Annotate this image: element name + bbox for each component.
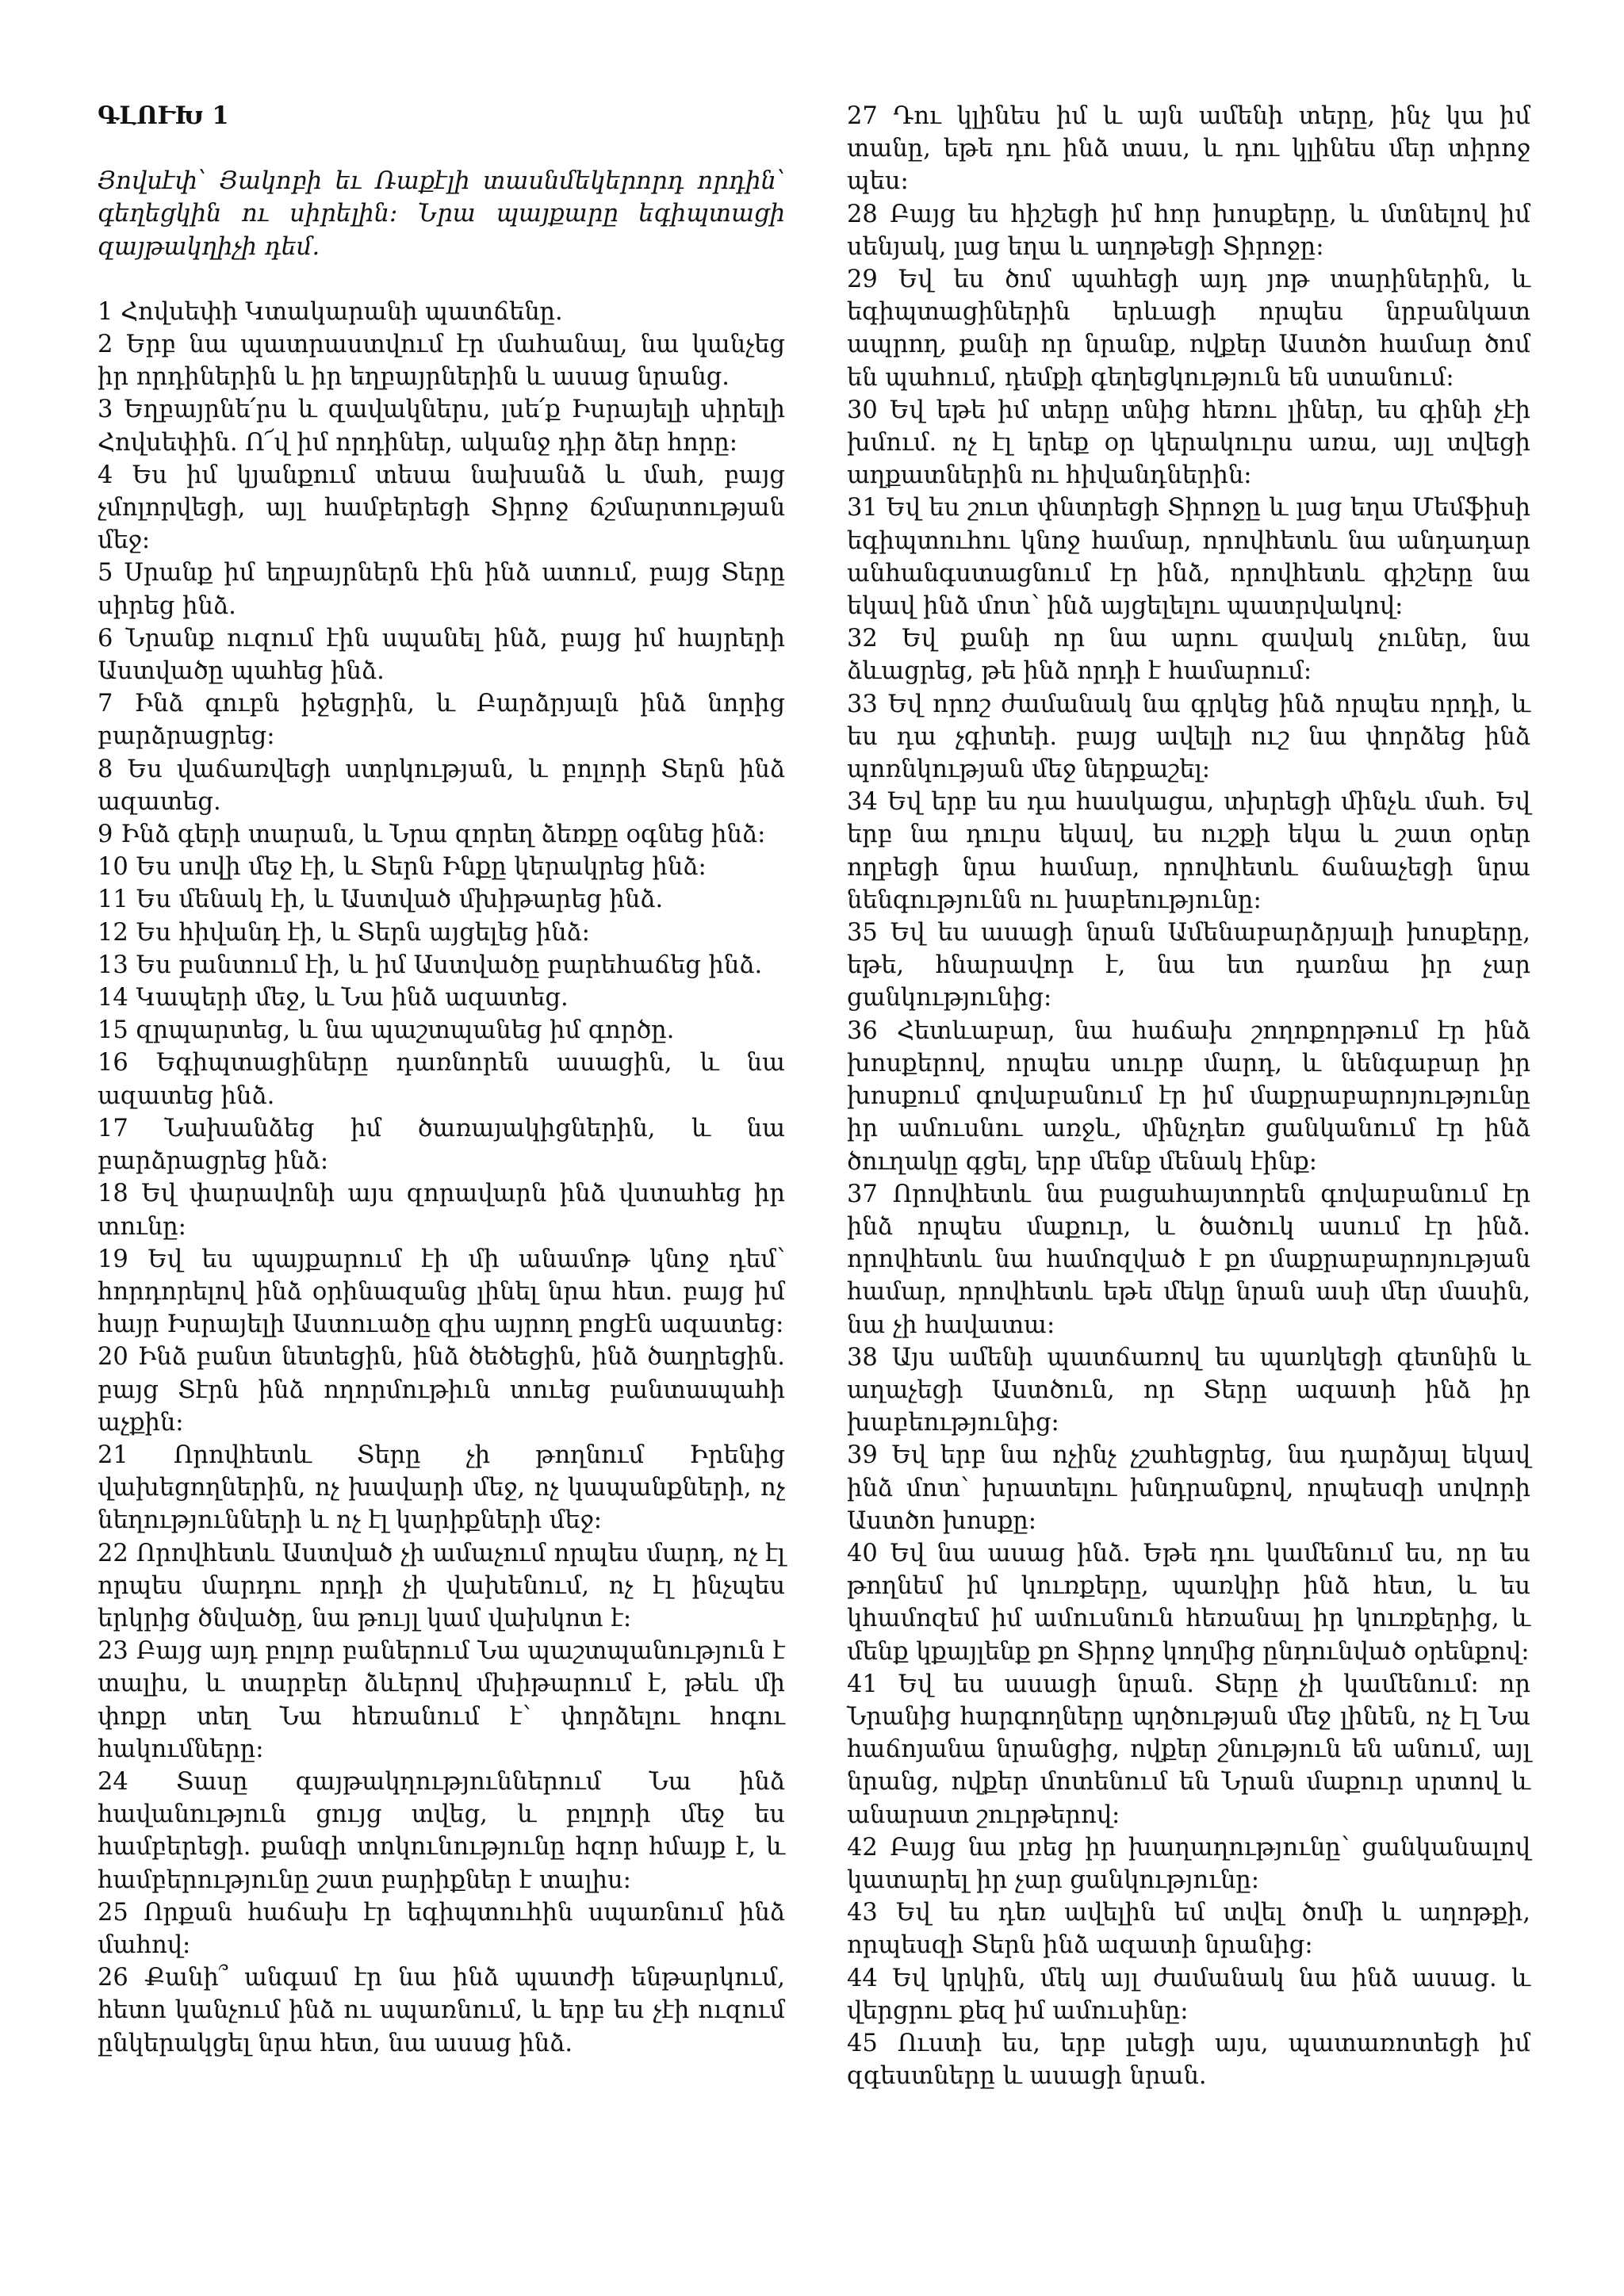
verse: 1 Հովսեփի Կտակարանի պատճենը.: [98, 297, 563, 326]
verse: 11 Ես մենակ էի, և Աստված մխիթարեց ինձ.: [98, 886, 664, 914]
left-verse-list: [98, 296, 785, 2060]
verse: 6 Նրանք ուզում էին սպանել ինձ, բայց իմ հայրերի Աստվածը պահեց ինձ.: [98, 624, 785, 686]
verse: 16 Եգիպտացիները դառնորեն ասացին, և նա ազատեց ինձ.: [98, 1049, 785, 1110]
verse: 30 Եվ եթե իմ տերը տնից հեռու լիներ, ես գինի չէի խմում. ոչ էլ երեք օր կերակուրս առա, այլ տվեցի աղքատներին ու հիվանդներին:: [847, 396, 1530, 490]
verse: 9 Ինձ գերի տարան, և Նրա զորեղ ձեռքը օգնեց ինձ:: [98, 821, 766, 849]
verse: 5 Սրանք իմ եղբայրներն էին ինձ ատում, բայց Տերը սիրեց ինձ.: [98, 559, 785, 620]
verse: 23 Բայց այդ բոլոր բաներում Նա պաշտպանություն է տալիս, և տարբեր ձևերով մխիթարում է, թեև մի փոքր տեղ Նա հեռանում է՝ փորձելու հոգու հակումները:: [98, 1637, 785, 1763]
left-column: [98, 100, 785, 2060]
verse: 7 Ինձ գուբն իջեցրին, և Բարձրյալն ինձ նորից բարձրացրեց:: [98, 690, 785, 751]
verse: 13 Ես բանտում էի, և իմ Աստվածը բարեհաճեց ինձ.: [98, 951, 763, 979]
verse: 36 Հետևաբար, նա հաճախ շողոքորթում էր ինձ խոսքերով, որպես սուրբ մարդ, և նենգաբար իր խոսքում գովաբանում էր իմ մաքրաբարոյությունը իր ամուսնու առջև, մինչդեռ ցանկանում էր ինձ ծուղակը գցել, երբ մենք մենակ էինք:: [847, 1016, 1530, 1176]
verse: 4 Ես իմ կյանքում տեսա նախանձ և մահ, բայց չմոլորվեցի, այլ համբերեցի Տիրոջ ճշմարտության մեջ:: [98, 461, 785, 555]
verse: 41 Եվ ես ասացի նրան. Տերը չի կամենում: որ Նրանից հարգողները պղծության մեջ լինեն, ոչ էլ Նա հաճոյանա նրանցից, ովքեր շնություն են անում, այլ նրանց, ովքեր մոտենում են Նրան մաքուր սրտով և անարատ շուրթերով:: [847, 1670, 1530, 1829]
verse: 2 Երբ նա պատրաստվում էր մահանալ, նա կանչեց իր որդիներին և իր եղբայրներին և ասաց նրանց.: [98, 331, 785, 392]
verse: 42 Բայց նա լռեց իր խաղաղությունը՝ ցանկանալով կատարել իր չար ցանկությունը:: [847, 1833, 1530, 1894]
verse: 8 Ես վաճառվեցի ստրկության, և բոլորի Տերն ինձ ազատեց.: [98, 755, 785, 816]
verse: 45 Ուստի ես, երբ լսեցի այս, պատառոտեցի իմ զգեստները և ասացի նրան.: [847, 2029, 1530, 2091]
verse: 32 Եվ քանի որ նա արու զավակ չուներ, նա ձևացրեց, թե ինձ որդի է համարում:: [847, 625, 1530, 686]
verse: 19 Եվ ես պայքարում էի մի անամոթ կնոջ դեմ՝ հորդորելով ինձ օրինազանց լինել նրա հետ. բայց իմ հայր Իսրայելի Աստուածը զիս այրող բոցէն ազատեց:: [98, 1245, 785, 1339]
verse: 29 Եվ ես ծոմ պահեցի այդ յոթ տարիներին, և եգիպտացիներին երևացի որպես նրբանկատ ապրող, քանի որ նրանք, ովքեր Աստծո համար ծոմ են պահում, դեմքի գեղեցկություն են ստանում:: [847, 266, 1530, 392]
verse: 28 Բայց ես հիշեցի իմ հոր խոսքերը, և մտնելով իմ սենյակ, լաց եղա և աղոթեցի Տիրոջը:: [847, 200, 1530, 261]
verse: 37 Որովհետև նա բացահայտորեն գովաբանում էր ինձ որպես մաքուր, և ծածուկ ասում էր ինձ. որովհետև նա համոզված է քո մաքրաբարոյության համար, որովհետև եթե մեկը նրան ասի մեր մասին, նա չի հավատա:: [847, 1180, 1530, 1339]
verse: 17 Նախանձեց իմ ծառայակիցներին, և նա բարձրացրեց ինձ:: [98, 1114, 785, 1176]
verse: 15 զրպարտեց, և նա պաշտպանեց իմ գործը.: [98, 1016, 675, 1045]
verse: 14 Կապերի մեջ, և Նա ինձ ազատեց.: [98, 984, 569, 1012]
verse: 31 Եվ ես շուտ փնտրեցի Տիրոջը և լաց եղա Մեմֆիսի եգիպտուհու կնոջ համար, որովհետև նա անդադար անհանգստացնում էր ինձ, որովհետև գիշերը նա եկավ ինձ մոտ՝ ինձ այցելելու պատրվակով:: [847, 494, 1530, 621]
right-verse-list: [847, 100, 1530, 2092]
verse: 43 Եվ ես դեռ ավելին եմ տվել ծոմի և աղոթքի, որպեսզի Տերն ինձ ազատի նրանից:: [847, 1899, 1530, 1960]
verse: 35 Եվ ես ասացի նրան Ամենաբարձրյալի խոսքերը, եթե, հնարավոր է, նա ետ դառնա իր չար ցանկությունից:: [847, 919, 1530, 1012]
verse: 38 Այս ամենի պատճառով ես պառկեցի գետնին և աղաչեցի Աստծուն, որ Տերը ազատի ինձ իր խաբեությունից:: [847, 1343, 1530, 1437]
verse: 22 Որովհետև Աստված չի ամաչում որպես մարդ, ոչ էլ որպես մարդու որդի չի վախենում, ոչ էլ ինչպես երկրից ծնվածը, նա թույլ կամ վախկոտ է:: [98, 1539, 785, 1632]
verse: 18 Եվ փարավոնի այս զորավարն ինձ վստահեց իր տունը:: [98, 1180, 785, 1241]
verse: 44 Եվ կրկին, մեկ այլ ժամանակ նա ինձ ասաց. և վերցրու քեզ իմ ամուսինը:: [847, 1964, 1530, 2025]
verse: 20 Ինձ բանտ նետեցին, ինձ ծեծեցին, ինձ ծաղրեցին. բայց Տէրն ինձ ողորմութիւն տուեց բանտապահի աչքին:: [98, 1343, 785, 1437]
verse: 33 Եվ որոշ ժամանակ նա գրկեց ինձ որպես որդի, և ես դա չգիտեի. բայց ավելի ուշ նա փորձեց ինձ պոռնկության մեջ ներքաշել:: [847, 690, 1530, 784]
verse: 27 Դու կլինես իմ և այն ամենի տերը, ինչ կա իմ տանը, եթե դու ինձ տաս, և դու կլինես մեր տիրոջ պես:: [847, 102, 1530, 196]
verse: 24 Տասը գայթակղություններում Նա ինձ հավանություն ցույց տվեց, և բոլորի մեջ ես համբերեցի. քանզի տոկունությունը հզոր հմայք է, և համբերությունը շատ բարիքներ է տալիս:: [98, 1767, 785, 1894]
right-column: [847, 100, 1530, 2092]
verse: 3 Եղբայրնե՛րս և զավակներս, լսե՛ք Իսրայելի սիրելի Հովսեփին. Ո՜վ իմ որդիներ, ականջ դիր ձեր հորը:: [98, 396, 785, 457]
verse: 34 Եվ երբ ես դա հասկացա, տխրեցի մինչև մահ. Եվ երբ նա դուրս եկավ, ես ուշքի եկա և շատ օրեր ողբեցի նրա համար, որովհետև ճանաչեցի նրա նենգությունն ու խաբեությունը:: [847, 788, 1530, 914]
chapter-intro: Յովսէփ՝ Յակոբի եւ Ռաքէլի տասնմեկերորդ որդին՝ գեղեցկին ու սիրելին: Նրա պայքարը եգիպտացի զայթակղիչի դեմ.: [98, 167, 785, 261]
verse: 26 Քանի՞ անգամ էր նա ինձ պատժի ենթարկում, հետո կանչում ինձ ու սպառնում, և երբ ես չէի ուզում ընկերակցել նրա հետ, նա ասաց ինձ.: [98, 1964, 785, 2057]
verse: 21 Որովհետև Տերը չի թողնում Իրենից վախեցողներին, ոչ խավարի մեջ, ոչ կապանքների, ոչ նեղությունների և ոչ էլ կարիքների մեջ:: [98, 1441, 785, 1535]
verse: 39 Եվ երբ նա ոչինչ չշահեցրեց, նա դարձյալ եկավ ինձ մոտ՝ խրատելու խնդրանքով, որպեսզի սովորի Աստծո խոսքը:: [847, 1441, 1530, 1535]
verse: 10 Ես սովի մեջ էի, և Տերն Ինքը կերակրեց ինձ:: [98, 853, 707, 882]
verse: 12 Ես հիվանդ էի, և Տերն այցելեց ինձ:: [98, 918, 590, 947]
verse: 40 Եվ նա ասաց ինձ. Եթե դու կամենում ես, որ ես թողնեմ իմ կուռքերը, պառկիր ինձ հետ, և ես կհամոզեմ իմ ամուսնուն հեռանալ իր կուռքերից, և մենք կքայլենք քո Տիրոջ կողմից ընդունված օրենքով:: [847, 1539, 1530, 1666]
verse: 25 Որքան հաճախ էր եգիպտուհին սպառնում ինձ մահով:: [98, 1898, 785, 1959]
chapter-heading: ԳԼՈՒԽ 1: [98, 101, 229, 130]
